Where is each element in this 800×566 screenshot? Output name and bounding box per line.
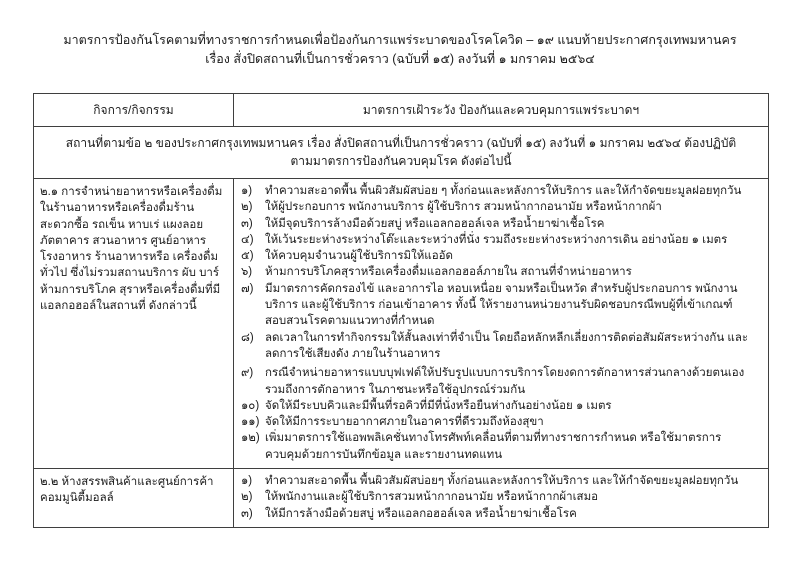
activity-cell: ๒.๑ การจำหน่ายอาหารหรือเครื่องดื่ม ในร้านอาหารหรือเครื่องดื่มร้านสะดวกซื้อ รถเข็น หาบเร่ แผงลอย ภัตตาคาร สวนอาหาร ศูนย์อาหาร โรงอาหาร ร้านอาหารหรือ เครื่องดื่มทั่วไป ซึ่งไม่รวมสถานบริการ ผับ บาร์ ห้ามการบริโภค สุราหรือเครื่องดื่มที่มี แอลกอฮอล์ในสถานที่ ดังกล่าวนี้	[34, 179, 234, 468]
measure-number: ๖)	[241, 266, 253, 279]
measure-number: ๓)	[241, 507, 253, 520]
measure-item	[241, 430, 758, 463]
measure-number: ๒)	[241, 201, 253, 214]
measure-number: ๑)	[241, 475, 253, 488]
measure-item	[241, 365, 758, 398]
measure-number: ๔)	[241, 233, 254, 246]
table-notice-row: สถานที่ตามข้อ ๒ ของประกาศกรุงเทพมหานคร เรื่อง สั่งปิดสถานที่เป็นการชั่วคราว (ฉบับที่ ๑๕) ลงวันที่ ๑ มกราคม ๒๕๖๔ ต้องปฏิบัติตามมาตรการป้องกันควบคุมโรค ดังต่อไปนี้	[34, 126, 768, 178]
measures-table	[33, 93, 769, 528]
measure-item	[241, 398, 758, 414]
measure-text: ให้มีจุดบริการล้างมือด้วยสบู่ หรือแอลกอฮอล์เจล หรือน้ำยาฆ่าเชื้อโรค	[265, 217, 605, 230]
measure-text: ให้พนักงานและผู้ใช้บริการสวมหน้ากากอนามัย หรือหน้ากากผ้าเสมอ	[265, 491, 599, 504]
activity-cell: ๒.๒ ห้างสรรพสินค้าและศูนย์การค้า คอมมูนิตี้มอลล์	[34, 469, 234, 527]
measure-text: จัดให้มีระบบคิวและมีพื้นที่รอคิวที่มีที่นั่งหรือยืนห่างกันอย่างน้อย ๑ เมตร	[265, 399, 612, 412]
measure-number: ๕)	[241, 250, 254, 263]
measure-item	[241, 199, 758, 215]
measure-item	[241, 183, 758, 199]
measure-text: ให้ควบคุมจำนวนผู้ใช้บริการมิให้แออัด	[265, 250, 453, 263]
measure-number: ๙)	[241, 367, 254, 380]
measure-text: ให้มีการล้างมือด้วยสบู่ หรือแอลกอฮอล์เจล หรือน้ำยาฆ่าเชื้อโรค	[265, 507, 577, 520]
measure-text: เพิ่มมาตรการใช้แอพพลิเคชั่นทางโทรศัพท์เคลื่อนที่ตามที่ทางราชการกำหนด หรือใช้มาตรการควบคุมด้วยการบันทึกข้อมูล และรายงานทดแทน	[265, 432, 722, 461]
document-title-line1: มาตรการป้องกันโรคตามที่ทางราชการกำหนดเพื่อป้องกันการแพร่ระบาดของโรคโควิด – ๑๙ แนบท้ายประกาศกรุงเทพมหานคร	[63, 33, 737, 47]
document-title	[0, 0, 800, 69]
measure-text: ทำความสะอาดพื้น พื้นผิวสัมผัสบ่อย ๆ ทั้งก่อนและหลังการให้บริการ และให้กำจัดขยะมูลฝอยทุกวัน	[265, 185, 742, 197]
measure-text: ให้ผู้ประกอบการ พนักงานบริการ ผู้ใช้บริการ สวมหน้ากากอนามัย หรือหน้ากากผ้า	[265, 201, 662, 214]
measure-text: ให้เว้นระยะห่างระหว่างโต๊ะและระหว่างที่นั่ง รวมถึงระยะห่างระหว่างการเดิน อย่างน้อย ๑ เมตร	[265, 233, 728, 246]
measure-number: ๑)	[241, 185, 253, 197]
header-activity-column: กิจการ/กิจกรรม	[34, 94, 234, 126]
measure-text: ลดเวลาในการทำกิจกรรมให้สั้นลงเท่าที่จำเป็น โดยถือหลักหลีกเลี่ยงการติดต่อสัมผัสระหว่างกัน และลดการใช้เสียงดัง ภายในร้านอาหาร	[265, 331, 749, 360]
measure-number: ๒)	[241, 491, 253, 504]
measure-text: ห้ามการบริโภคสุราหรือเครื่องดื่มแอลกอฮอล์ภายใน สถานที่จำหน่ายอาหาร	[265, 266, 632, 279]
measures-cell	[234, 469, 768, 527]
measure-number: ๓)	[241, 217, 253, 230]
table-row	[34, 468, 768, 527]
measure-item	[241, 330, 758, 363]
document-title-line2: เรื่อง สั่งปิดสถานที่เป็นการชั่วคราว (ฉบับที่ ๑๕) ลงวันที่ ๑ มกราคม ๒๕๖๔	[205, 52, 595, 66]
measure-text: กรณีจำหน่ายอาหารแบบบุฟเฟต์ให้ปรับรูปแบบการบริการโดยงดการตักอาหารส่วนกลางด้วยตนเอง รวมถึงการตักอาหาร ในภาชนะหรือใช้อุปกรณ์ร่วมกัน	[265, 367, 745, 396]
measure-number: ๑๑)	[241, 416, 260, 429]
measure-number: ๑๒)	[241, 432, 260, 445]
measure-text: มีมาตรการคัดกรองไข้ และอาการไอ หอบเหนื่อย จามหรือเป็นหวัด สำหรับผู้ประกอบการ พนักงานบริการ และผู้ใช้บริการ ก่อนเข้าอาคาร ทั้งนี้ ให้รายงานหน่วยงานรับผิดชอบกรณีพบผู้ที่เข้าเกณฑ์สอบสวนโรคตามแนวทางที่กำหนด	[265, 282, 738, 328]
measure-text: จัดให้มีการระบายอากาศภายในอาคารที่ดีรวมถึงห้องสุขา	[265, 416, 544, 429]
header-measures-column: มาตรการเฝ้าระวัง ป้องกันและควบคุมการแพร่ระบาดฯ	[362, 102, 640, 117]
measures-cell	[234, 179, 768, 468]
measure-number: ๗)	[241, 282, 254, 295]
measure-item	[241, 414, 758, 430]
measure-item	[241, 473, 758, 489]
measure-text: ทำความสะอาดพื้น พื้นผิวสัมผัสบ่อยๆ ทั้งก่อนและหลังการให้บริการ และให้กำจัดขยะมูลฝอยทุกวัน	[265, 475, 739, 488]
measure-item	[241, 232, 758, 248]
measure-item	[241, 216, 758, 232]
measure-number: ๑๐)	[241, 399, 260, 412]
measure-item	[241, 264, 758, 280]
measure-item	[241, 506, 758, 522]
table-row	[34, 178, 768, 468]
measure-number: ๘)	[241, 331, 254, 344]
measure-item	[241, 248, 758, 264]
table-header-row	[34, 94, 768, 126]
measure-item	[241, 489, 758, 505]
measure-item	[241, 281, 758, 330]
